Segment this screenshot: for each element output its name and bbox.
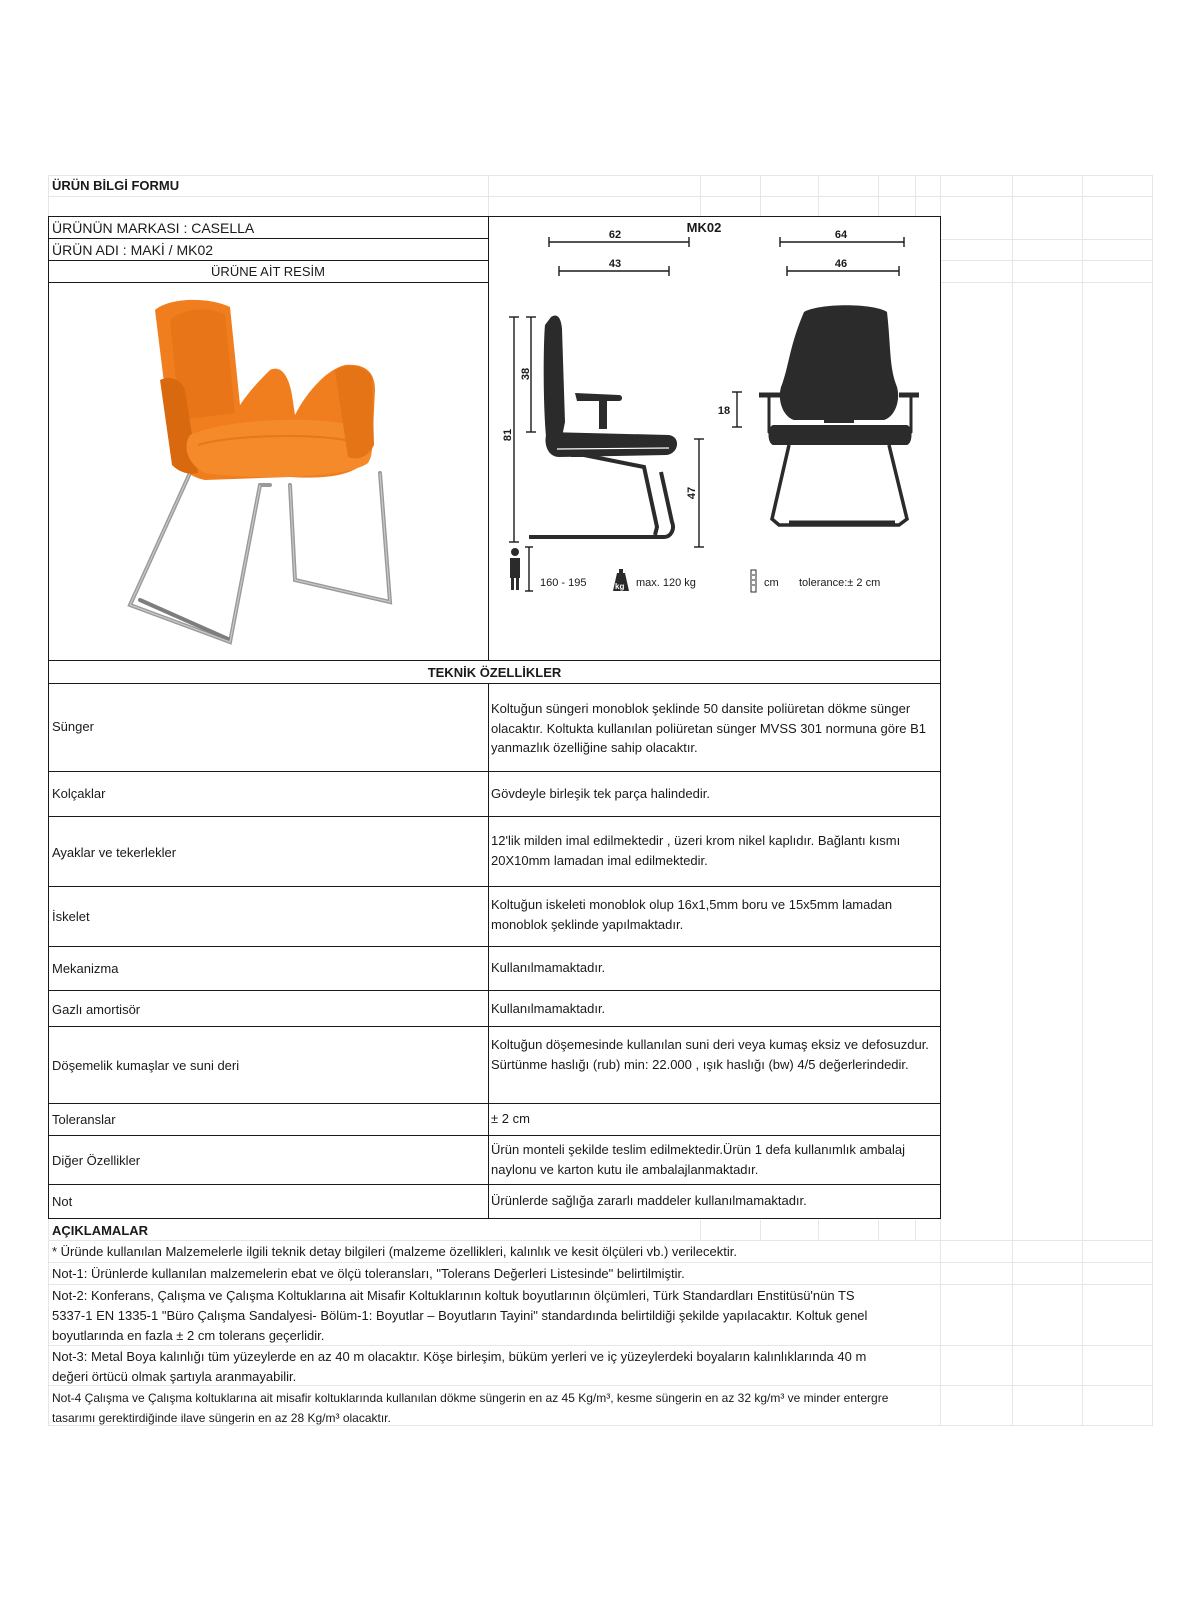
spec-value: 12'lik milden imal edilmektedir , üzeri krom nikel kaplıdır. Bağlantı kısmı 20X10mm lamadan imal edilmektedir. <box>491 833 901 868</box>
spec-value: ± 2 cm <box>491 1111 530 1126</box>
spec-label: Diğer Özellikler <box>52 1153 141 1168</box>
note-line: Not-4 Çalışma ve Çalışma koltuklarına ait misafir koltuklarında kullanılan dökme süngerin en az 45 Kg/m³, kesme süngerin en az 32 kg/m³ ve minder entergre <box>52 1391 889 1405</box>
note-line: değeri örtücü olmak şartıyla aranmayabilir. <box>52 1369 297 1384</box>
photo-header: ÜRÜNE AİT RESİM <box>211 264 325 279</box>
spec-value: Koltuğun süngeri monoblok şeklinde 50 dansite poliüretan dökme sünger olacaktır. Koltukta kullanılan poliüretan sünger MVSS 301 normuna göre B1 yanmazlık özelliğine sahip olacaktır. <box>491 701 927 755</box>
spec-value: Ürün monteli şekilde teslim edilmektedir.Ürün 1 defa kullanımlık ambalaj naylonu ve karton kutu ile ambalajlanmaktadır. <box>491 1142 906 1177</box>
form-title: ÜRÜN BİLGİ FORMU <box>52 178 180 193</box>
dim-front-top: 64 <box>834 229 848 241</box>
brand-line: ÜRÜNÜN MARKASI : CASELLA <box>52 220 255 236</box>
ruler-icon <box>751 570 756 592</box>
tolerance-label: tolerance:± 2 cm <box>799 577 881 589</box>
max-load: max. 120 kg <box>636 577 696 589</box>
height-range: 160 - 195 <box>540 577 587 589</box>
spec-label: Döşemelik kumaşlar ve suni deri <box>52 1058 240 1073</box>
kg-label: kg <box>615 582 625 591</box>
model-code: MK02 <box>686 220 722 235</box>
note-line: Not-3: Metal Boya kalınlığı tüm yüzeylerde en az 40 m olacaktır. Köşe birleşim, büküm yerleri ve iç yüzeylerdeki boyaların kalınlıklarında 40 m <box>52 1349 867 1364</box>
side-view <box>502 316 704 548</box>
spec-label: Sünger <box>52 719 94 734</box>
person-icon <box>511 548 519 556</box>
spec-label: Kolçaklar <box>52 786 106 801</box>
dim-arm: 18 <box>717 405 731 417</box>
dim-total-height: 81 <box>502 428 514 442</box>
usage-info <box>510 547 880 592</box>
spec-label: İskelet <box>52 909 90 924</box>
dim-side-top: 62 <box>608 229 622 241</box>
dim-side-seat: 43 <box>608 258 622 270</box>
note-line: 5337-1 EN 1335-1 "Büro Çalışma Sandalyesi- Bölüm-1: Boyutlar – Boyutların Tayini" standardında belirtildiği şekilde yapılacaktır. Koltuk genel <box>52 1308 868 1323</box>
front-view <box>718 305 919 525</box>
spec-label: Gazlı amortisör <box>52 1002 141 1017</box>
note-line: boyutlarında en fazla ± 2 cm tolerans geçerlidir. <box>52 1328 325 1343</box>
note-line: Not-2: Konferans, Çalışma ve Çalışma Koltuklarına ait Misafir Koltuklarının koltuk boyutlarının ölçümleri, Türk Standardları Enstitüsü'nün TS <box>52 1288 855 1303</box>
notes-header: AÇIKLAMALAR <box>52 1223 149 1238</box>
spec-label: Ayaklar ve tekerlekler <box>52 845 177 860</box>
dim-back: 38 <box>520 367 532 381</box>
spec-label: Not <box>52 1194 73 1209</box>
dim-front-seat: 46 <box>834 258 848 270</box>
spec-label: Toleranslar <box>52 1112 116 1127</box>
spec-value: Kullanılmamaktadır. <box>491 1001 606 1016</box>
technical-drawing <box>489 217 940 660</box>
unit-label: cm <box>764 577 779 589</box>
note-line: tasarımı gerektirdiğinde ilave süngerin en az 28 Kg/m³ olacaktır. <box>52 1411 391 1425</box>
dim-seat-height: 47 <box>686 486 698 500</box>
spec-value: Koltuğun iskeleti monoblok olup 16x1,5mm boru ve 15x5mm lamadan monoblok şeklinde yapılmaktadır. <box>491 897 893 932</box>
spec-value: Koltuğun döşemesinde kullanılan suni deri veya kumaş eksiz ve defosuzdur. Sürtünme haslığı (rub) min: 22.000 , ışık haslığı (bw) 4/5 değerlerindedir. <box>491 1037 929 1072</box>
note-line: * Üründe kullanılan Malzemelerle ilgili teknik detay bilgileri (malzeme özellikleri, kalınlık ve kesit ölçüleri vb.) verilecektir. <box>52 1244 737 1259</box>
chair-photo <box>110 295 420 650</box>
tech-header: TEKNİK ÖZELLİKLER <box>427 665 562 680</box>
note-line: Not-1: Ürünlerde kullanılan malzemelerin ebat ve ölçü toleransları, "Tolerans Değerleri Listesinde" belirtilmiştir. <box>52 1266 685 1281</box>
spec-label: Mekanizma <box>52 961 119 976</box>
spec-value: Kullanılmamaktadır. <box>491 960 606 975</box>
spec-value: Gövdeyle birleşik tek parça halindedir. <box>491 786 710 801</box>
spec-value: Ürünlerde sağlığa zararlı maddeler kullanılmamaktadır. <box>491 1193 807 1208</box>
product-name-line: ÜRÜN ADI : MAKİ / MK02 <box>52 242 214 258</box>
